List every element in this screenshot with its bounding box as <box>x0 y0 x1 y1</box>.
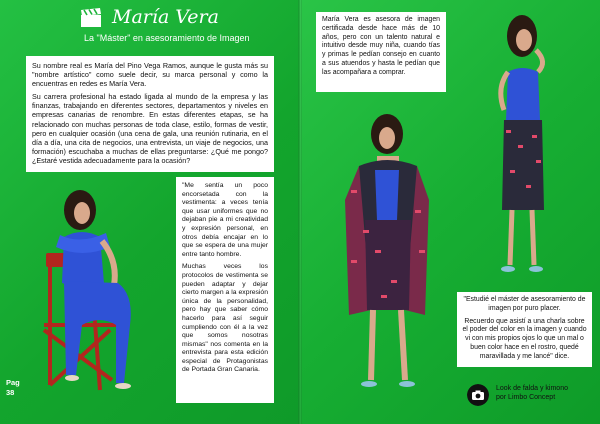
camera-icon <box>467 384 489 406</box>
credit-line-1: Look de falda y kimono <box>496 385 568 392</box>
bio-box <box>26 56 274 172</box>
intro-box-right <box>316 12 446 92</box>
page-subtitle: La "Máster" en asesoramiento de Imagen <box>84 33 250 43</box>
page-gutter <box>298 0 302 424</box>
quote-box-left <box>176 177 274 403</box>
photo-seated-woman <box>20 175 180 407</box>
page-title: María Vera <box>112 6 219 28</box>
quote-left-paragraph-1: "Me sentía un poco encorsetada con la vestimenta: a veces tenía que usar uniformes que no dejaban pie a mi creatividad y expresión personal, en otros debía encajar en lo que se espera de una mujer entre tanto hombre. <box>182 182 268 258</box>
intro-right-text: María Vera es asesora de imagen certificada desde hace más de 10 años, pero con un talento natural e intuitivo desde muy niña, cuando tías y primas le pedían consejo en cuanto a sus atuendos y hasta le pedían que las acompañara a comprar. <box>322 16 440 76</box>
clapperboard-icon <box>80 8 102 28</box>
quote-left-paragraph-2: Muchas veces los protocolos de vestimenta se pueden adaptar y dejar cierto margen a la expresión única de la personalidad, pero hay que saber cómo hacerlo para así seguir cumpliendo con él a la vez que somos nosotras mismas" nos comenta en la entrevista para esta edición especial de Protagonistas de Portada Gran Canaria. <box>182 263 268 374</box>
page-number <box>6 378 20 398</box>
page-number-value: 38 <box>6 388 15 397</box>
page-label: Pag <box>6 378 20 387</box>
credit-line-2: por Limbo Concept <box>496 394 556 401</box>
bio-paragraph-2: Su carrera profesional ha estado ligada al mundo de la empresa y las finanzas, trabajando en diferentes sectores, departamentos y niveles en empresas canarias de renombre. En estas diferentes etapas, se ha relacionado con muchas personas de toda clase, estilo, formas de vestir, pero en cualquier ocasión (una cena de gala, una reunión rutinaria, en el día a día, una cita de negocios, una entrevista, un viaje de negocios, una formación) escuchaba a muchas de ellas preguntarse: ¿Qué me pongo? ¿Estaré vestida adecuadamente para la ocasión? <box>32 92 268 165</box>
quote-right-paragraph-2: Recuerdo que asistí a una charla sobre el poder del color en la imagen y cuando vi con mis propios ojos lo que un mal o buen color hace en el rostro, quedé maravillada y me lancé" dice. <box>462 317 587 360</box>
photo-credit <box>496 384 568 402</box>
quote-box-right <box>457 292 592 367</box>
bio-paragraph-1: Su nombre real es María del Pino Vega Ramos, aunque le gusta más su "nombre artístico" como suele decir, su marca personal y como la encuentras en redes es María Vera. <box>32 61 268 89</box>
photo-standing-woman <box>478 10 568 280</box>
quote-right-paragraph-1: "Estudié el máster de asesoramiento de imagen por puro placer. <box>463 296 586 312</box>
photo-kimono-woman <box>325 110 445 410</box>
